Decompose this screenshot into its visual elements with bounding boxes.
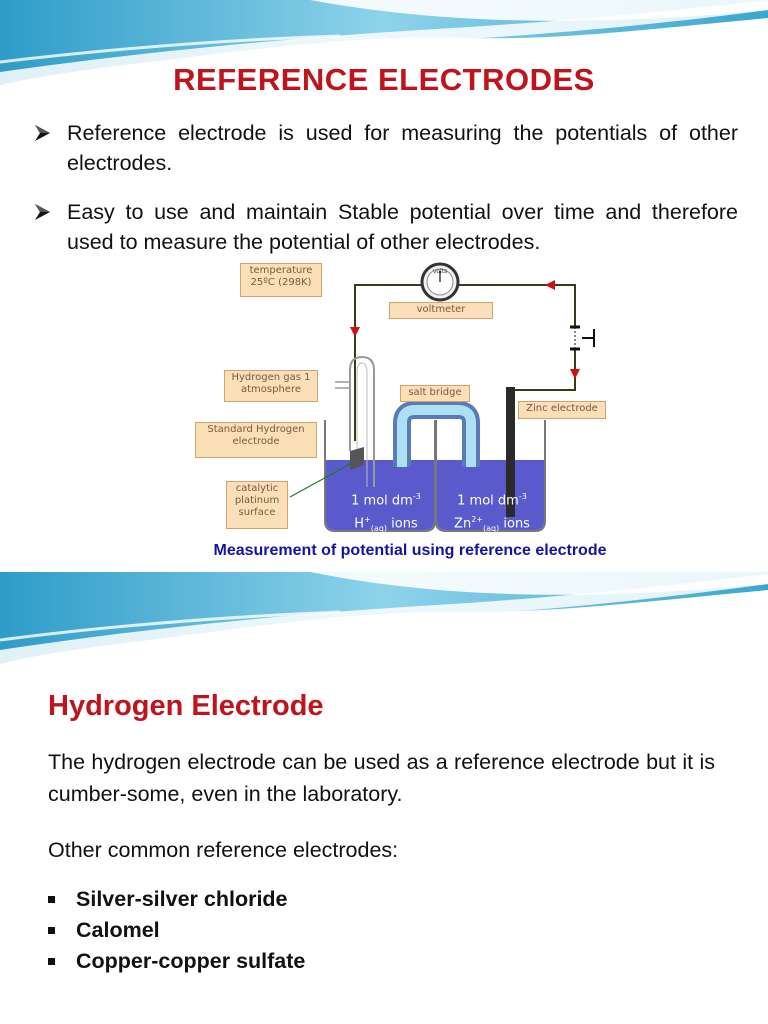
bullet-text: Easy to use and maintain Stable potential over time and therefore used to measure the potential of other electrodes.: [67, 200, 738, 254]
arrow-bullet-icon: [32, 122, 54, 144]
hydrogen-solution-label: 1 mol $dm^{-3}$ $H^+_{(aq)}$ ions: [351, 492, 421, 534]
bullet-item: [32, 118, 738, 178]
bullet-item: [32, 197, 738, 257]
hydrogen-gas-label: Hydrogen gas 1 atmosphere: [224, 370, 318, 402]
list-intro: Other common reference electrodes:: [48, 838, 399, 862]
square-bullet-icon: [48, 958, 55, 965]
list-item: Calomel: [48, 915, 305, 946]
diagram-caption: Measurement of potential using reference electrode: [213, 542, 607, 559]
slide-hydrogen-electrode: [0, 572, 768, 1024]
square-bullet-icon: [48, 927, 55, 934]
description-paragraph: The hydrogen electrode can be used as a reference electrode but it is cumber-some, even in the laboratory.: [48, 750, 715, 806]
voltmeter-label: voltmeter: [389, 302, 493, 319]
zinc-solution-label: 1 mol $dm^{-3}$ $Zn^{2+}_{(aq)}$ ions: [454, 492, 530, 534]
page-title: REFERENCE ELECTRODES: [173, 62, 595, 97]
header-wave-decoration: [0, 572, 768, 667]
volts-dial-label: volts: [432, 268, 448, 275]
list-item: Silver-silver chloride: [48, 884, 305, 915]
bullet-text: Reference electrode is used for measuring the potentials of other electrodes.: [67, 121, 738, 175]
zinc-electrode-label: Zinc electrode: [518, 401, 606, 419]
arrow-bullet-icon: [32, 201, 54, 223]
list-item: Copper-copper sulfate: [48, 946, 305, 977]
catalytic-platinum-label: catalytic platinum surface: [226, 481, 288, 529]
section-title: Hydrogen Electrode: [48, 690, 324, 722]
salt-bridge-label: salt bridge: [400, 385, 470, 402]
temperature-label: temperature 25ºC (298K): [240, 263, 322, 297]
electrochemical-cell-diagram: [190, 255, 620, 535]
square-bullet-icon: [48, 896, 55, 903]
standard-hydrogen-electrode-label: Standard Hydrogen electrode: [195, 422, 317, 458]
reference-electrode-list: [48, 884, 305, 977]
